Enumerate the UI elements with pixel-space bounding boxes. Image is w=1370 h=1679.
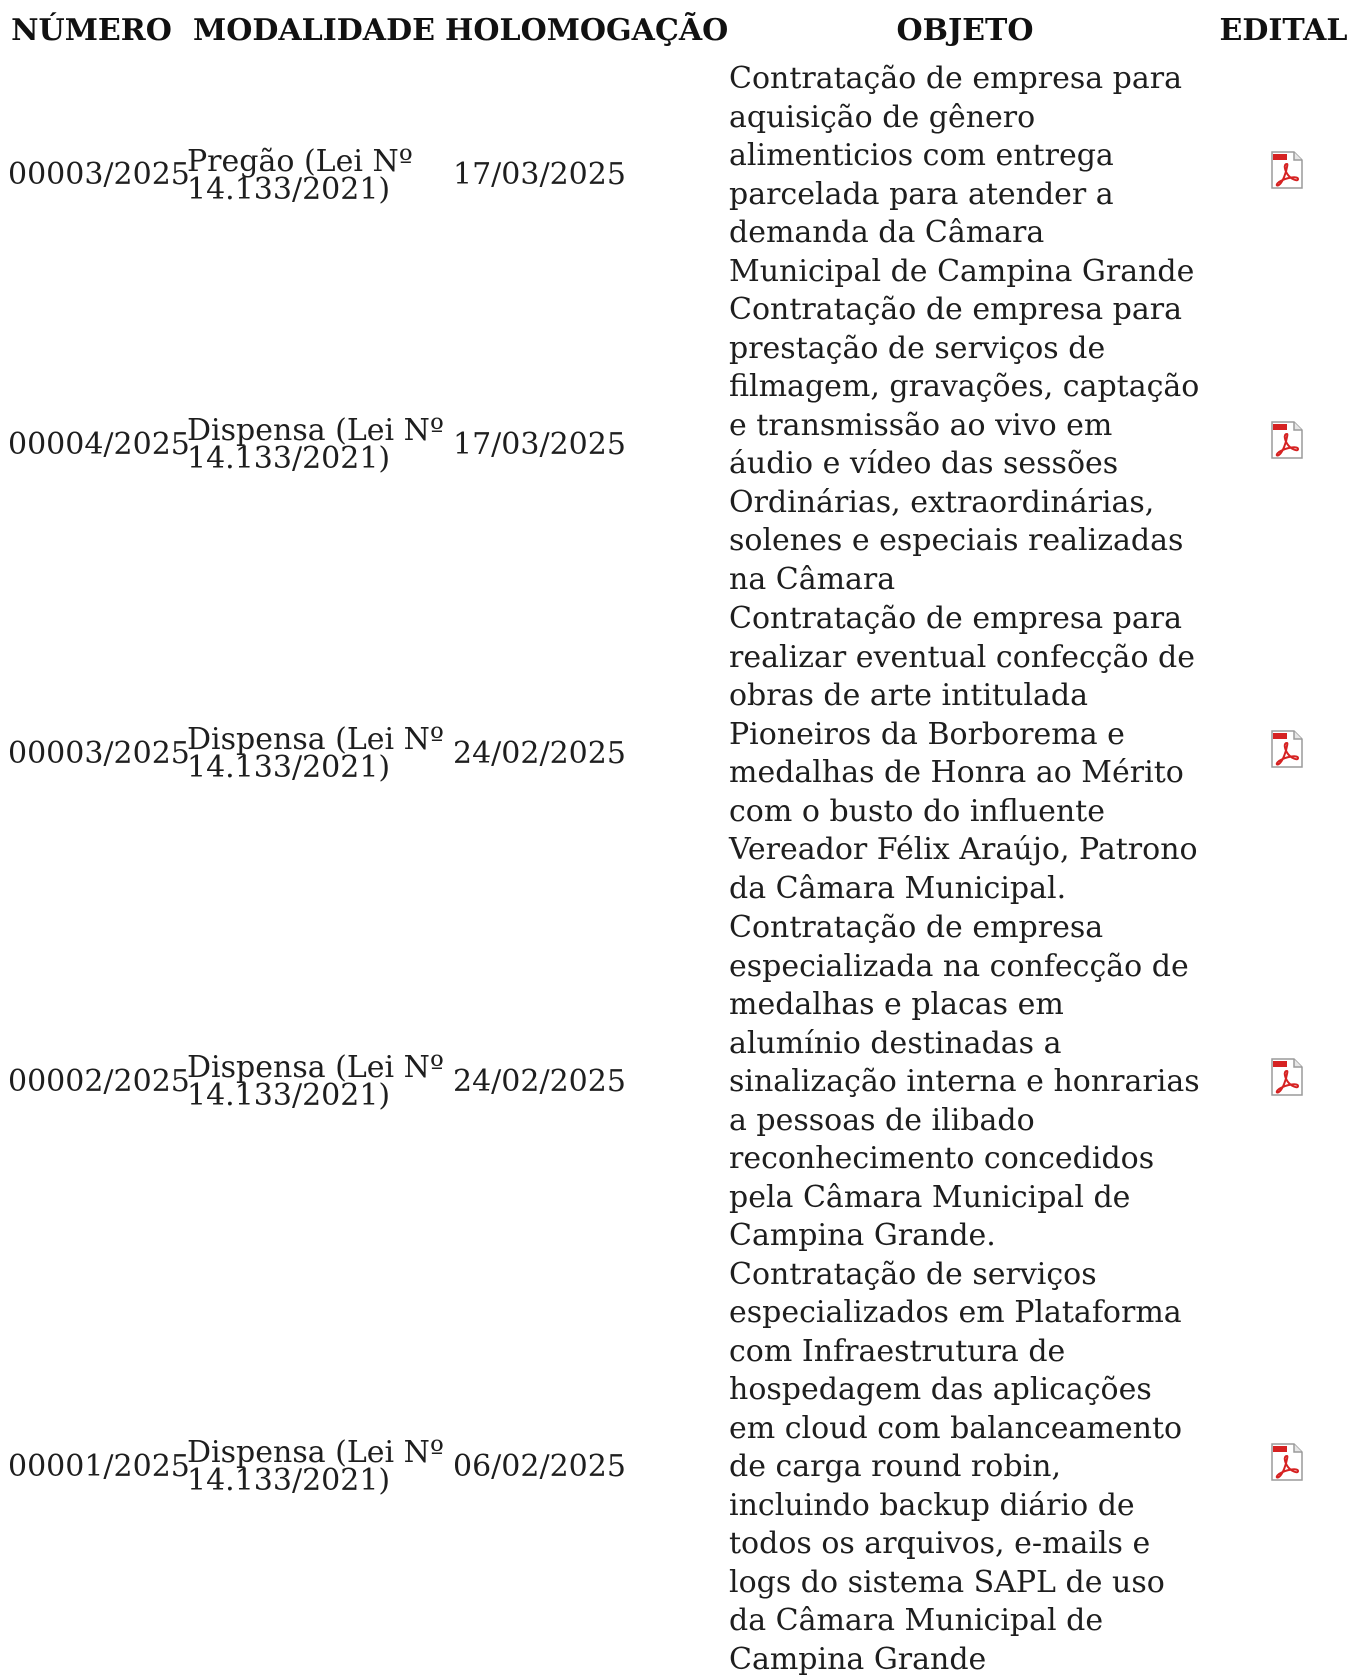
modalidade-line-1: Dispensa (Lei Nº bbox=[187, 1050, 444, 1085]
header-homologacao: HOLOMOGAÇÃO bbox=[445, 0, 725, 60]
cell-edital bbox=[1205, 60, 1362, 291]
cell-homologacao: 17/03/2025 bbox=[445, 291, 725, 599]
cell-numero: 00003/2025 bbox=[0, 60, 183, 291]
cell-numero: 00004/2025 bbox=[0, 291, 183, 599]
cell-homologacao: 24/02/2025 bbox=[445, 909, 725, 1256]
table-row bbox=[0, 60, 1362, 291]
modalidade-line-2: 14.133/2021) bbox=[187, 1463, 390, 1498]
modalidade-line-2: 14.133/2021) bbox=[187, 750, 390, 785]
cell-numero: 00002/2025 bbox=[0, 909, 183, 1256]
pdf-icon[interactable] bbox=[1269, 1443, 1305, 1481]
cell-edital bbox=[1205, 291, 1362, 599]
pdf-icon[interactable] bbox=[1269, 151, 1305, 189]
cell-modalidade bbox=[183, 909, 445, 1256]
cell-objeto: Contratação de serviços especializados em Plataforma com Infraestrutura de hospedagem das aplicações em cloud com balanceamento de carga round robin, incluindo backup diário de todos os arquivos, e-mails e logs do sistema SAPL de uso da Câmara Municipal de Campina Grande bbox=[725, 1256, 1205, 1679]
cell-edital bbox=[1205, 1256, 1362, 1679]
pdf-icon[interactable] bbox=[1269, 730, 1305, 768]
header-modalidade: MODALIDADE bbox=[183, 0, 445, 60]
table-row bbox=[0, 1256, 1362, 1679]
table-row bbox=[0, 599, 1362, 909]
cell-edital bbox=[1205, 599, 1362, 909]
header-objeto: OBJETO bbox=[725, 0, 1205, 60]
cell-objeto: Contratação de empresa especializada na confecção de medalhas e placas em alumínio destinadas a sinalização interna e honrarias a pessoas de ilibado reconhecimento concedidos pela Câmara Municipal de Campina Grande. bbox=[725, 909, 1205, 1256]
pdf-icon[interactable] bbox=[1269, 1058, 1305, 1096]
cell-modalidade bbox=[183, 599, 445, 909]
cell-modalidade bbox=[183, 1256, 445, 1679]
cell-homologacao: 06/02/2025 bbox=[445, 1256, 725, 1679]
cell-modalidade bbox=[183, 60, 445, 291]
cell-edital bbox=[1205, 909, 1362, 1256]
pdf-icon[interactable] bbox=[1269, 421, 1305, 459]
cell-homologacao: 17/03/2025 bbox=[445, 60, 725, 291]
cell-modalidade bbox=[183, 291, 445, 599]
header-numero: NÚMERO bbox=[0, 0, 183, 60]
modalidade-line-1: Dispensa (Lei Nº bbox=[187, 722, 444, 757]
cell-objeto: Contratação de empresa para prestação de serviços de filmagem, gravações, captação e transmissão ao vivo em áudio e vídeo das sessões Ordinárias, extraordinárias, solenes e especiais realizadas na Câmara bbox=[725, 291, 1205, 599]
modalidade-line-1: Pregão (Lei Nº bbox=[187, 144, 413, 179]
cell-homologacao: 24/02/2025 bbox=[445, 599, 725, 909]
cell-objeto: Contratação de empresa para aquisição de gênero alimenticios com entrega parcelada para atender a demanda da Câmara Municipal de Campina Grande bbox=[725, 60, 1205, 291]
cell-objeto: Contratação de empresa para realizar eventual confecção de obras de arte intitulada Pioneiros da Borborema e medalhas de Honra ao Mérito com o busto do influente Vereador Félix Araújo, Patrono da Câmara Municipal. bbox=[725, 599, 1205, 909]
modalidade-line-1: Dispensa (Lei Nº bbox=[187, 413, 444, 448]
modalidade-line-2: 14.133/2021) bbox=[187, 172, 390, 207]
cell-numero: 00001/2025 bbox=[0, 1256, 183, 1679]
header-row bbox=[0, 0, 1362, 60]
modalidade-line-2: 14.133/2021) bbox=[187, 441, 390, 476]
cell-numero: 00003/2025 bbox=[0, 599, 183, 909]
modalidade-line-2: 14.133/2021) bbox=[187, 1078, 390, 1113]
table-row bbox=[0, 291, 1362, 599]
table-row bbox=[0, 909, 1362, 1256]
modalidade-line-1: Dispensa (Lei Nº bbox=[187, 1435, 444, 1470]
header-edital: EDITAL bbox=[1205, 0, 1362, 60]
